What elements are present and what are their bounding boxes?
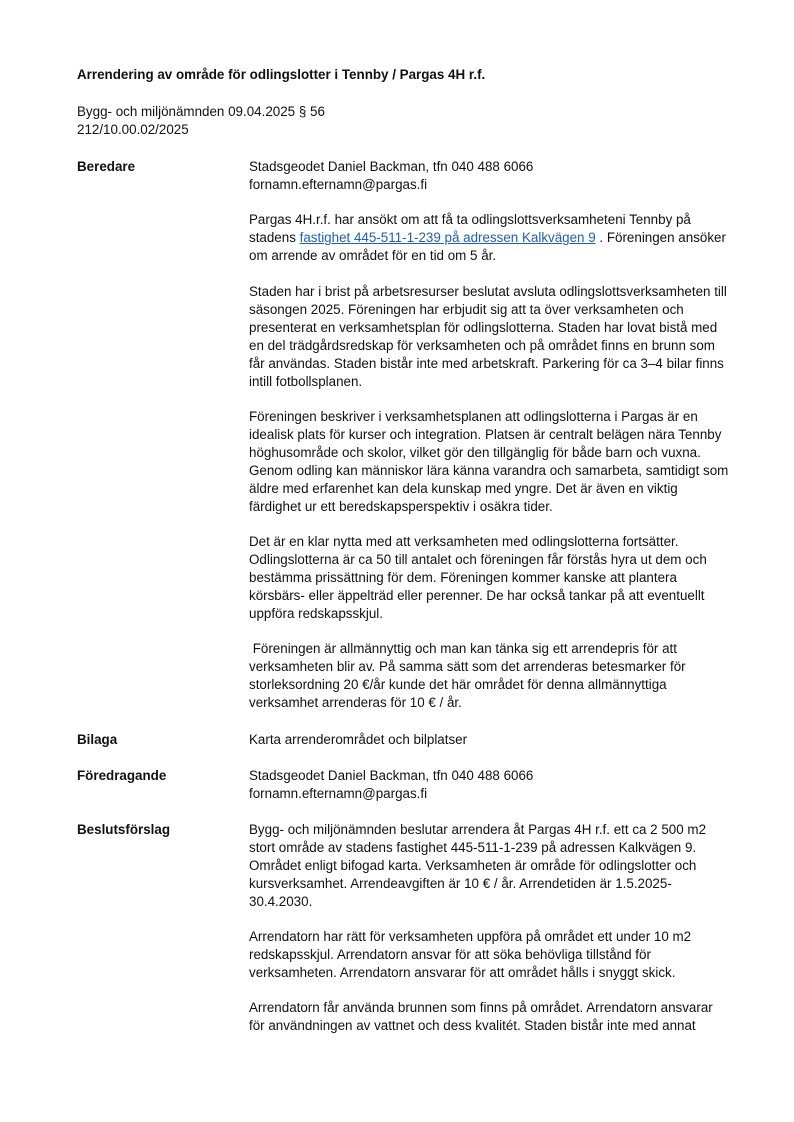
paragraph-line: redskapsskjul. Arrendatorn ansvar för att söka behövliga tillstånd för: [249, 947, 651, 962]
paragraph-line: presenterat en verksamhetsplan för odlingslotterna. Staden har lovat bistå med: [249, 320, 718, 335]
paragraph-line: om arrende av området för en tid om 5 år.: [249, 248, 497, 263]
bilaga-label: Bilaga: [77, 732, 118, 747]
text-fragment: . Föreningen ansöker: [595, 230, 726, 245]
paragraph-line: verksamheten. Arrendatorn ansvarar för att området hålls i snyggt skick.: [249, 965, 676, 980]
paragraph-line: Arrendatorn har rätt för verksamheten uppföra på området ett under 10 m2: [249, 929, 692, 944]
document-title: Arrendering av område för odlingslotter i Tennby / Pargas 4H r.f.: [77, 67, 486, 82]
paragraph-line: Arrendatorn får använda brunnen som finns på området. Arrendatorn ansvarar: [249, 1000, 713, 1015]
beslutsforslag-paragraph-2: [249, 928, 744, 982]
reference-number: 212/10.00.02/2025: [77, 122, 189, 137]
paragraph-line: idealisk plats för kurser och integration. Platsen är centralt belägen nära Tennby: [249, 427, 722, 442]
paragraph-line: Bygg- och miljönämnden beslutar arrendera åt Pargas 4H r.f. ett ca 2 500 m2: [249, 822, 707, 837]
beslutsforslag-paragraph-3: [249, 999, 744, 1035]
beredare-name: Stadsgeodet Daniel Backman, tfn 040 488 6066: [249, 159, 534, 174]
paragraph-line: säsongen 2025. Föreningen har erbjudit sig att ta över verksamheten och: [249, 302, 684, 317]
paragraph-line: verksamheten blir av. På samma sätt som det arrenderas betesmarker för: [249, 659, 686, 674]
foredragande-name: Stadsgeodet Daniel Backman, tfn 040 488 6066: [249, 768, 534, 783]
text-fragment: stadens: [249, 230, 300, 245]
body-paragraph-5: [249, 640, 744, 712]
paragraph-line: Det är en klar nytta med att verksamheten med odlingslotterna fortsätter.: [249, 534, 679, 549]
paragraph-line: bestämma prissättning för dem. Föreningen kommer kanske att plantera: [249, 570, 677, 585]
beredare-email: fornamn.efternamn@pargas.fi: [249, 177, 428, 192]
paragraph-line: uppföra redskapsskjul.: [249, 606, 383, 621]
paragraph-line: en del trädgårdsredskap för verksamheten och på området finns en brunn som: [249, 338, 715, 353]
beslutsforslag-label: Beslutsförslag: [77, 822, 171, 837]
beredare-content: [249, 158, 744, 194]
paragraph-line: Genom odling kan människor lära känna varandra och samarbeta, samtidigt som: [249, 463, 729, 478]
property-link[interactable]: fastighet 445-511-1-239 på adressen Kalkvägen 9: [299, 230, 596, 245]
paragraph-line: storleksordning 20 €/år kunde det här området för denna allmännyttiga: [249, 677, 667, 692]
foredragande-email: fornamn.efternamn@pargas.fi: [249, 786, 428, 801]
paragraph-line: körsbärs- eller äppelträd eller perenner. De har också tankar på att eventuellt: [249, 588, 705, 603]
paragraph-line: [249, 229, 744, 247]
paragraph-line: Föreningen är allmännyttig och man kan tänka sig ett arrendepris för att: [249, 641, 677, 656]
meeting-line: Bygg- och miljönämnden 09.04.2025 § 56: [77, 104, 325, 119]
body-paragraph-1: [249, 211, 744, 265]
paragraph-line: Föreningen beskriver i verksamhetsplanen att odlingslotterna i Pargas är en: [249, 409, 698, 424]
paragraph-line: äldre med erfarenhet kan dela kunskap med yngre. Det är även en viktig: [249, 481, 678, 496]
paragraph-line: Pargas 4H.r.f. har ansökt om att få ta odlingslottsverksamheteni Tennby på: [249, 212, 691, 227]
foredragande-label: Föredragande: [77, 768, 167, 783]
beslutsforslag-paragraph-1: [249, 821, 744, 911]
paragraph-line: Odlingslotterna är ca 50 till antalet och föreningen får förstås hyra ut dem och: [249, 552, 707, 567]
body-paragraph-4: [249, 533, 744, 623]
foredragande-content: [249, 767, 744, 803]
paragraph-line: kursverksamhet. Arrendeavgiften är 10 € / år. Arrendetiden är 1.5.2025-: [249, 876, 672, 891]
paragraph-line: får användas. Staden bistår inte med arbetskraft. Parkering för ca 3–4 bilar finns: [249, 356, 724, 371]
paragraph-line: färdighet ur ett beredskapsperspektiv i osäkra tider.: [249, 499, 553, 514]
paragraph-line: Staden har i brist på arbetsresurser beslutat avsluta odlingslottsverksamheten till: [249, 284, 727, 299]
paragraph-line: intill fotbollsplanen.: [249, 374, 363, 389]
meeting-info: [77, 103, 325, 139]
paragraph-line: Området enligt bifogad karta. Verksamheten är område för odlingslotter och: [249, 858, 697, 873]
paragraph-line: för användningen av vattnet och dess kvalitét. Staden bistår inte med annat: [249, 1018, 696, 1033]
body-paragraph-3: [249, 408, 744, 516]
paragraph-line: verksamhet arrenderas för 10 € / år.: [249, 695, 462, 710]
paragraph-line: höghusområde och skolor, vilket gör den tillgänglig för både barn och vuxna.: [249, 445, 701, 460]
body-paragraph-2: [249, 283, 744, 391]
beredare-label: Beredare: [77, 159, 136, 174]
paragraph-line: stort område av stadens fastighet 445-511-1-239 på adressen Kalkvägen 9.: [249, 840, 697, 855]
paragraph-line: 30.4.2030.: [249, 894, 313, 909]
bilaga-text: Karta arrenderområdet och bilplatser: [249, 732, 468, 747]
bilaga-content: [249, 731, 744, 749]
